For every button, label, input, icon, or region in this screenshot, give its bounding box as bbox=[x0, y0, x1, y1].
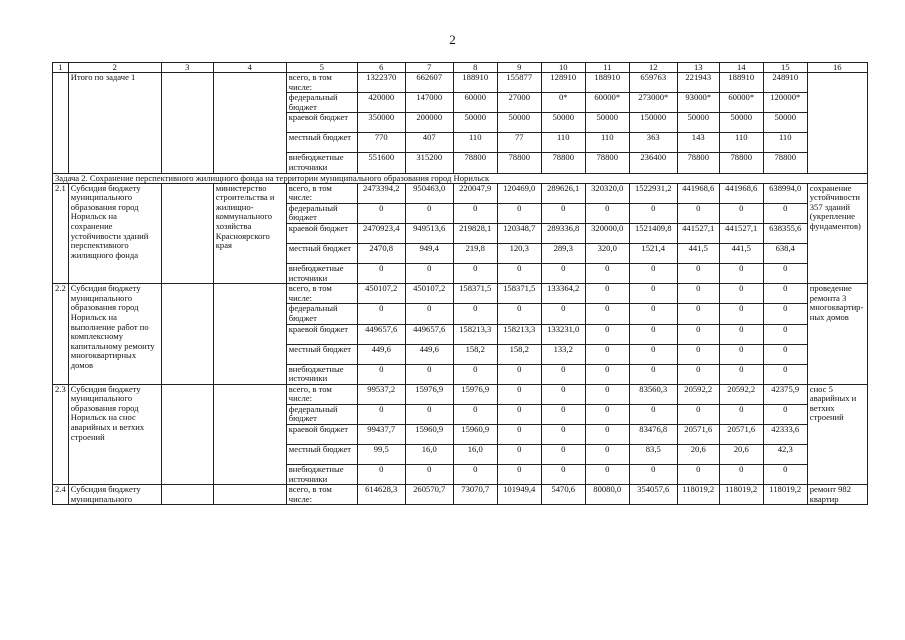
amount-cell: 0 bbox=[629, 203, 677, 223]
amount-cell: 128910 bbox=[541, 73, 585, 93]
amount-cell: 221943 bbox=[677, 73, 719, 93]
amount-cell: 449657,6 bbox=[405, 324, 453, 344]
item-number: 2.1 bbox=[53, 183, 69, 284]
amount-cell: 0 bbox=[541, 465, 585, 485]
amount-cell: 0 bbox=[357, 263, 405, 283]
funding-source: внебюджетные источники bbox=[286, 263, 357, 283]
amount-cell: 110 bbox=[453, 133, 497, 153]
amount-cell: 110 bbox=[585, 133, 629, 153]
amount-cell: 0 bbox=[629, 284, 677, 304]
amount-cell: 0 bbox=[629, 263, 677, 283]
amount-cell: 0 bbox=[357, 304, 405, 324]
amount-cell: 73070,7 bbox=[453, 485, 497, 505]
funding-source: федеральный бюджет bbox=[286, 93, 357, 113]
amount-cell: 133364,2 bbox=[541, 284, 585, 304]
item-result bbox=[807, 73, 867, 174]
amount-cell: 78800 bbox=[585, 153, 629, 173]
amount-cell: 1521409,8 bbox=[629, 223, 677, 243]
amount-cell: 143 bbox=[677, 133, 719, 153]
amount-cell: 2473394,2 bbox=[357, 183, 405, 203]
amount-cell: 449,6 bbox=[405, 344, 453, 364]
amount-cell: 0 bbox=[677, 324, 719, 344]
amount-cell: 273000* bbox=[629, 93, 677, 113]
amount-cell: 0 bbox=[719, 263, 763, 283]
funding-source: внебюджетные источники bbox=[286, 153, 357, 173]
column-number-header: 2 bbox=[68, 63, 161, 73]
amount-cell: 0 bbox=[453, 203, 497, 223]
amount-cell: 15960,9 bbox=[405, 425, 453, 445]
amount-cell: 0 bbox=[585, 364, 629, 384]
amount-cell: 0 bbox=[357, 465, 405, 485]
amount-cell: 0 bbox=[585, 445, 629, 465]
section-row bbox=[53, 173, 868, 183]
amount-cell: 0 bbox=[453, 364, 497, 384]
amount-cell: 78800 bbox=[497, 153, 541, 173]
amount-cell: 0 bbox=[763, 465, 807, 485]
table-row bbox=[53, 384, 868, 404]
amount-cell: 0 bbox=[763, 404, 807, 424]
amount-cell: 0 bbox=[357, 404, 405, 424]
amount-cell: 188910 bbox=[453, 73, 497, 93]
amount-cell: 0 bbox=[719, 404, 763, 424]
item-result: снос 5 аварийных и ветхих строений bbox=[807, 384, 867, 485]
amount-cell: 0 bbox=[405, 304, 453, 324]
amount-cell: 0 bbox=[541, 304, 585, 324]
amount-cell: 363 bbox=[629, 133, 677, 153]
amount-cell: 0 bbox=[541, 445, 585, 465]
amount-cell: 2470923,4 bbox=[357, 223, 405, 243]
empty-cell bbox=[161, 384, 213, 485]
amount-cell: 315200 bbox=[405, 153, 453, 173]
amount-cell: 1522931,2 bbox=[629, 183, 677, 203]
amount-cell: 120469,0 bbox=[497, 183, 541, 203]
empty-cell bbox=[161, 73, 213, 174]
amount-cell: 0 bbox=[763, 263, 807, 283]
amount-cell: 99537,2 bbox=[357, 384, 405, 404]
amount-cell: 0 bbox=[453, 404, 497, 424]
amount-cell: 133,2 bbox=[541, 344, 585, 364]
funding-source: внебюджетные источники bbox=[286, 465, 357, 485]
amount-cell: 0 bbox=[585, 324, 629, 344]
amount-cell: 0 bbox=[585, 425, 629, 445]
amount-cell: 770 bbox=[357, 133, 405, 153]
item-number: 2.2 bbox=[53, 284, 69, 385]
column-number-header: 6 bbox=[357, 63, 405, 73]
amount-cell: 147000 bbox=[405, 93, 453, 113]
amount-cell: 42,3 bbox=[763, 445, 807, 465]
amount-cell: 78800 bbox=[453, 153, 497, 173]
funding-source: местный бюджет bbox=[286, 133, 357, 153]
amount-cell: 0 bbox=[541, 364, 585, 384]
amount-cell: 0 bbox=[405, 465, 453, 485]
amount-cell: 0 bbox=[763, 284, 807, 304]
item-result: сохранение устойчивости 357 зданий (укрепление фундаментов) bbox=[807, 183, 867, 284]
amount-cell: 0 bbox=[541, 203, 585, 223]
column-number-header: 16 bbox=[807, 63, 867, 73]
funding-source: всего, в том числе: bbox=[286, 485, 357, 505]
amount-cell: 20,6 bbox=[719, 445, 763, 465]
amount-cell: 0 bbox=[629, 304, 677, 324]
amount-cell: 441968,6 bbox=[719, 183, 763, 203]
column-number-header: 14 bbox=[719, 63, 763, 73]
funding-source: краевой бюджет bbox=[286, 223, 357, 243]
amount-cell: 60000 bbox=[453, 93, 497, 113]
amount-cell: 15976,9 bbox=[453, 384, 497, 404]
amount-cell: 0 bbox=[677, 465, 719, 485]
column-number-header: 13 bbox=[677, 63, 719, 73]
item-name: Субсидия бюджету муниципального образования город Норильск на сохранение устойчивости зданий перспективного жилищного фонда bbox=[68, 183, 161, 284]
amount-cell: 0 bbox=[677, 284, 719, 304]
amount-cell: 158213,3 bbox=[497, 324, 541, 344]
funding-source: краевой бюджет bbox=[286, 324, 357, 344]
amount-cell: 0 bbox=[585, 384, 629, 404]
page-number: 2 bbox=[449, 32, 456, 47]
amount-cell: 0 bbox=[719, 304, 763, 324]
amount-cell: 50000 bbox=[585, 113, 629, 133]
column-number-header: 3 bbox=[161, 63, 213, 73]
amount-cell: 5470,6 bbox=[541, 485, 585, 505]
amount-cell: 20571,6 bbox=[677, 425, 719, 445]
amount-cell: 441,5 bbox=[719, 243, 763, 263]
amount-cell: 2470,8 bbox=[357, 243, 405, 263]
amount-cell: 0 bbox=[541, 384, 585, 404]
amount-cell: 450107,2 bbox=[405, 284, 453, 304]
amount-cell: 120000* bbox=[763, 93, 807, 113]
item-executor bbox=[213, 284, 286, 385]
amount-cell: 0 bbox=[719, 344, 763, 364]
amount-cell: 188910 bbox=[585, 73, 629, 93]
funding-source: федеральный бюджет bbox=[286, 203, 357, 223]
amount-cell: 320000,0 bbox=[585, 223, 629, 243]
amount-cell: 441968,6 bbox=[677, 183, 719, 203]
amount-cell: 50000 bbox=[541, 113, 585, 133]
item-name: Субсидия бюджету муниципального образования город Норильск на выполнение работ по комплексному капитальному ремонту многоквартирных домов bbox=[68, 284, 161, 385]
amount-cell: 83476,8 bbox=[629, 425, 677, 445]
item-executor bbox=[213, 73, 286, 174]
amount-cell: 0 bbox=[629, 344, 677, 364]
amount-cell: 0 bbox=[677, 404, 719, 424]
amount-cell: 20592,2 bbox=[719, 384, 763, 404]
amount-cell: 0 bbox=[497, 404, 541, 424]
header-row bbox=[53, 63, 868, 73]
amount-cell: 0 bbox=[719, 203, 763, 223]
amount-cell: 110 bbox=[541, 133, 585, 153]
amount-cell: 120,3 bbox=[497, 243, 541, 263]
amount-cell: 101949,4 bbox=[497, 485, 541, 505]
funding-source: всего, в том числе: bbox=[286, 73, 357, 93]
amount-cell: 614628,3 bbox=[357, 485, 405, 505]
amount-cell: 50000 bbox=[719, 113, 763, 133]
amount-cell: 289336,8 bbox=[541, 223, 585, 243]
amount-cell: 248910 bbox=[763, 73, 807, 93]
funding-source: внебюджетные источники bbox=[286, 364, 357, 384]
amount-cell: 78800 bbox=[763, 153, 807, 173]
amount-cell: 0 bbox=[719, 284, 763, 304]
column-number-header: 10 bbox=[541, 63, 585, 73]
amount-cell: 83,5 bbox=[629, 445, 677, 465]
amount-cell: 0 bbox=[497, 465, 541, 485]
amount-cell: 1521,4 bbox=[629, 243, 677, 263]
amount-cell: 93000* bbox=[677, 93, 719, 113]
amount-cell: 0 bbox=[453, 465, 497, 485]
amount-cell: 42375,9 bbox=[763, 384, 807, 404]
amount-cell: 158,2 bbox=[497, 344, 541, 364]
amount-cell: 118019,2 bbox=[763, 485, 807, 505]
amount-cell: 1322370 bbox=[357, 73, 405, 93]
amount-cell: 0 bbox=[719, 324, 763, 344]
empty-cell bbox=[161, 183, 213, 284]
amount-cell: 20592,2 bbox=[677, 384, 719, 404]
amount-cell: 0 bbox=[763, 364, 807, 384]
amount-cell: 407 bbox=[405, 133, 453, 153]
item-number bbox=[53, 73, 69, 174]
amount-cell: 158371,5 bbox=[453, 284, 497, 304]
amount-cell: 78800 bbox=[719, 153, 763, 173]
amount-cell: 50000 bbox=[497, 113, 541, 133]
amount-cell: 200000 bbox=[405, 113, 453, 133]
amount-cell: 289,3 bbox=[541, 243, 585, 263]
amount-cell: 0 bbox=[677, 263, 719, 283]
amount-cell: 50000 bbox=[763, 113, 807, 133]
amount-cell: 0 bbox=[719, 364, 763, 384]
amount-cell: 0 bbox=[541, 263, 585, 283]
amount-cell: 0 bbox=[763, 304, 807, 324]
amount-cell: 0 bbox=[585, 284, 629, 304]
amount-cell: 0 bbox=[497, 203, 541, 223]
item-name: Итого по задаче 1 bbox=[68, 73, 161, 174]
amount-cell: 0 bbox=[497, 364, 541, 384]
funding-source: всего, в том числе: bbox=[286, 284, 357, 304]
table-row bbox=[53, 485, 868, 505]
amount-cell: 158213,3 bbox=[453, 324, 497, 344]
amount-cell: 20571,6 bbox=[719, 425, 763, 445]
funding-source: федеральный бюджет bbox=[286, 404, 357, 424]
item-executor bbox=[213, 384, 286, 485]
amount-cell: 0 bbox=[585, 404, 629, 424]
amount-cell: 219,8 bbox=[453, 243, 497, 263]
amount-cell: 450107,2 bbox=[357, 284, 405, 304]
column-number-header: 7 bbox=[405, 63, 453, 73]
funding-source: федеральный бюджет bbox=[286, 304, 357, 324]
amount-cell: 50000 bbox=[677, 113, 719, 133]
amount-cell: 420000 bbox=[357, 93, 405, 113]
amount-cell: 20,6 bbox=[677, 445, 719, 465]
amount-cell: 320,0 bbox=[585, 243, 629, 263]
amount-cell: 949,4 bbox=[405, 243, 453, 263]
funding-source: краевой бюджет bbox=[286, 113, 357, 133]
amount-cell: 441,5 bbox=[677, 243, 719, 263]
amount-cell: 950463,0 bbox=[405, 183, 453, 203]
amount-cell: 260570,7 bbox=[405, 485, 453, 505]
amount-cell: 551600 bbox=[357, 153, 405, 173]
amount-cell: 155877 bbox=[497, 73, 541, 93]
amount-cell: 0 bbox=[677, 203, 719, 223]
amount-cell: 99437,7 bbox=[357, 425, 405, 445]
amount-cell: 78800 bbox=[677, 153, 719, 173]
amount-cell: 0 bbox=[497, 425, 541, 445]
amount-cell: 0 bbox=[629, 364, 677, 384]
amount-cell: 289626,1 bbox=[541, 183, 585, 203]
funding-source: местный бюджет bbox=[286, 344, 357, 364]
amount-cell: 158,2 bbox=[453, 344, 497, 364]
amount-cell: 236400 bbox=[629, 153, 677, 173]
amount-cell: 188910 bbox=[719, 73, 763, 93]
amount-cell: 16,0 bbox=[405, 445, 453, 465]
amount-cell: 0 bbox=[763, 203, 807, 223]
amount-cell: 0 bbox=[497, 263, 541, 283]
amount-cell: 0 bbox=[497, 445, 541, 465]
amount-cell: 220047,9 bbox=[453, 183, 497, 203]
amount-cell: 0 bbox=[453, 263, 497, 283]
amount-cell: 118019,2 bbox=[677, 485, 719, 505]
amount-cell: 83560,3 bbox=[629, 384, 677, 404]
amount-cell: 0 bbox=[585, 344, 629, 364]
amount-cell: 15960,9 bbox=[453, 425, 497, 445]
item-number: 2.4 bbox=[53, 485, 69, 505]
column-number-header: 8 bbox=[453, 63, 497, 73]
amount-cell: 219828,1 bbox=[453, 223, 497, 243]
column-number-header: 1 bbox=[53, 63, 69, 73]
amount-cell: 441527,1 bbox=[719, 223, 763, 243]
amount-cell: 0 bbox=[357, 203, 405, 223]
amount-cell: 120348,7 bbox=[497, 223, 541, 243]
amount-cell: 150000 bbox=[629, 113, 677, 133]
amount-cell: 0 bbox=[497, 304, 541, 324]
amount-cell: 0 bbox=[405, 263, 453, 283]
funding-source: местный бюджет bbox=[286, 243, 357, 263]
amount-cell: 320320,0 bbox=[585, 183, 629, 203]
amount-cell: 110 bbox=[763, 133, 807, 153]
amount-cell: 0 bbox=[763, 344, 807, 364]
amount-cell: 118019,2 bbox=[719, 485, 763, 505]
item-name: Субсидия бюджету муниципального образования город Норильск на снос аварийных и ветхих строений bbox=[68, 384, 161, 485]
item-name: Субсидия бюджету муниципального bbox=[68, 485, 161, 505]
column-number-header: 4 bbox=[213, 63, 286, 73]
amount-cell: 0 bbox=[677, 364, 719, 384]
amount-cell: 449,6 bbox=[357, 344, 405, 364]
item-result: ремонт 982 квартир bbox=[807, 485, 867, 505]
amount-cell: 0 bbox=[719, 465, 763, 485]
amount-cell: 441527,1 bbox=[677, 223, 719, 243]
table-row bbox=[53, 73, 868, 93]
amount-cell: 80080,0 bbox=[585, 485, 629, 505]
amount-cell: 27000 bbox=[497, 93, 541, 113]
item-number: 2.3 bbox=[53, 384, 69, 485]
program-table bbox=[52, 62, 868, 505]
section-title: Задача 2. Сохранение перспективного жилищного фонда на территории муниципального образования город Норильск bbox=[53, 173, 868, 183]
item-executor bbox=[213, 485, 286, 505]
funding-source: местный бюджет bbox=[286, 445, 357, 465]
empty-cell bbox=[161, 284, 213, 385]
amount-cell: 60000* bbox=[719, 93, 763, 113]
amount-cell: 0 bbox=[541, 404, 585, 424]
column-number-header: 15 bbox=[763, 63, 807, 73]
amount-cell: 16,0 bbox=[453, 445, 497, 465]
amount-cell: 638355,6 bbox=[763, 223, 807, 243]
amount-cell: 110 bbox=[719, 133, 763, 153]
amount-cell: 0 bbox=[585, 263, 629, 283]
table-row bbox=[53, 284, 868, 304]
amount-cell: 0 bbox=[629, 324, 677, 344]
column-number-header: 11 bbox=[585, 63, 629, 73]
empty-cell bbox=[161, 485, 213, 505]
amount-cell: 949513,6 bbox=[405, 223, 453, 243]
amount-cell: 662607 bbox=[405, 73, 453, 93]
item-result: проведение ремонта 3 многоквартир-ных домов bbox=[807, 284, 867, 385]
amount-cell: 15976,9 bbox=[405, 384, 453, 404]
amount-cell: 0 bbox=[405, 364, 453, 384]
amount-cell: 50000 bbox=[453, 113, 497, 133]
table-row bbox=[53, 183, 868, 203]
amount-cell: 133231,0 bbox=[541, 324, 585, 344]
amount-cell: 0 bbox=[541, 425, 585, 445]
amount-cell: 350000 bbox=[357, 113, 405, 133]
amount-cell: 638994,0 bbox=[763, 183, 807, 203]
amount-cell: 0 bbox=[405, 203, 453, 223]
funding-source: всего, в том числе: bbox=[286, 183, 357, 203]
funding-source: краевой бюджет bbox=[286, 425, 357, 445]
amount-cell: 0 bbox=[629, 465, 677, 485]
funding-source: всего, в том числе: bbox=[286, 384, 357, 404]
amount-cell: 78800 bbox=[541, 153, 585, 173]
amount-cell: 99,5 bbox=[357, 445, 405, 465]
amount-cell: 354057,6 bbox=[629, 485, 677, 505]
column-number-header: 5 bbox=[286, 63, 357, 73]
amount-cell: 659763 bbox=[629, 73, 677, 93]
amount-cell: 0 bbox=[405, 404, 453, 424]
item-executor: министерство строительства и жилищно-коммунального хозяйства Красноярского края bbox=[213, 183, 286, 284]
amount-cell: 0 bbox=[677, 304, 719, 324]
amount-cell: 60000* bbox=[585, 93, 629, 113]
amount-cell: 0 bbox=[357, 364, 405, 384]
amount-cell: 0 bbox=[585, 465, 629, 485]
amount-cell: 449657,6 bbox=[357, 324, 405, 344]
amount-cell: 0 bbox=[763, 324, 807, 344]
amount-cell: 0 bbox=[585, 203, 629, 223]
amount-cell: 0 bbox=[629, 404, 677, 424]
amount-cell: 77 bbox=[497, 133, 541, 153]
amount-cell: 0 bbox=[453, 304, 497, 324]
amount-cell: 0* bbox=[541, 93, 585, 113]
amount-cell: 0 bbox=[677, 344, 719, 364]
column-number-header: 9 bbox=[497, 63, 541, 73]
amount-cell: 42333,6 bbox=[763, 425, 807, 445]
amount-cell: 158371,5 bbox=[497, 284, 541, 304]
amount-cell: 0 bbox=[497, 384, 541, 404]
column-number-header: 12 bbox=[629, 63, 677, 73]
amount-cell: 0 bbox=[585, 304, 629, 324]
amount-cell: 638,4 bbox=[763, 243, 807, 263]
